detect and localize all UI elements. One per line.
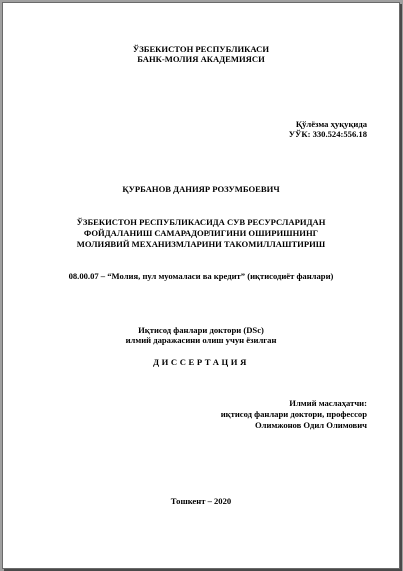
document-page xyxy=(2,2,400,569)
thesis-title-line-3: МОЛИЯВИЙ МЕХАНИЗМЛАРИНИ ТАКОМИЛЛАШТИРИШ xyxy=(76,239,326,249)
specialty-code: 08.00.07 – “Молия, пул муомаласи ва кредит” (иқтисодиёт фанлари) xyxy=(68,271,334,281)
advisor-name: Олимжонов Одил Олимович xyxy=(254,420,367,430)
degree-line-1: Иқтисод фанлари доктори (DSc) xyxy=(138,325,264,335)
document-type: ДИССЕРТАЦИЯ xyxy=(153,357,249,367)
place-and-year: Тошкент – 2020 xyxy=(170,496,232,506)
manuscript-rights-label: Қўлёзма ҳуқуқида xyxy=(295,119,367,129)
republic-heading: ЎЗБЕКИСТОН РЕСПУБЛИКАСИ xyxy=(132,44,270,54)
advisor-degree: иқтисод фанлари доктори, профессор xyxy=(220,409,367,419)
thesis-title-line-2: ФОЙДАЛАНИШ САМАРАДОРЛИГИНИ ОШИРИШНИНГ xyxy=(83,228,319,238)
advisor-label: Илмий маслаҳатчи: xyxy=(289,398,367,408)
thesis-title-line-1: ЎЗБЕКИСТОН РЕСПУБЛИКАСИДА СУВ РЕСУРСЛАРИДАН xyxy=(76,217,326,227)
academy-heading: БАНК-МОЛИЯ АКАДЕМИЯСИ xyxy=(137,54,265,64)
author-name: ҚУРБАНОВ ДАНИЯР РОЗУМБОЕВИЧ xyxy=(122,184,280,194)
degree-line-2: илмий даражасини олиш учун ёзилган xyxy=(125,335,277,345)
udc-code: УЎК: 330.524:556.18 xyxy=(288,129,367,139)
